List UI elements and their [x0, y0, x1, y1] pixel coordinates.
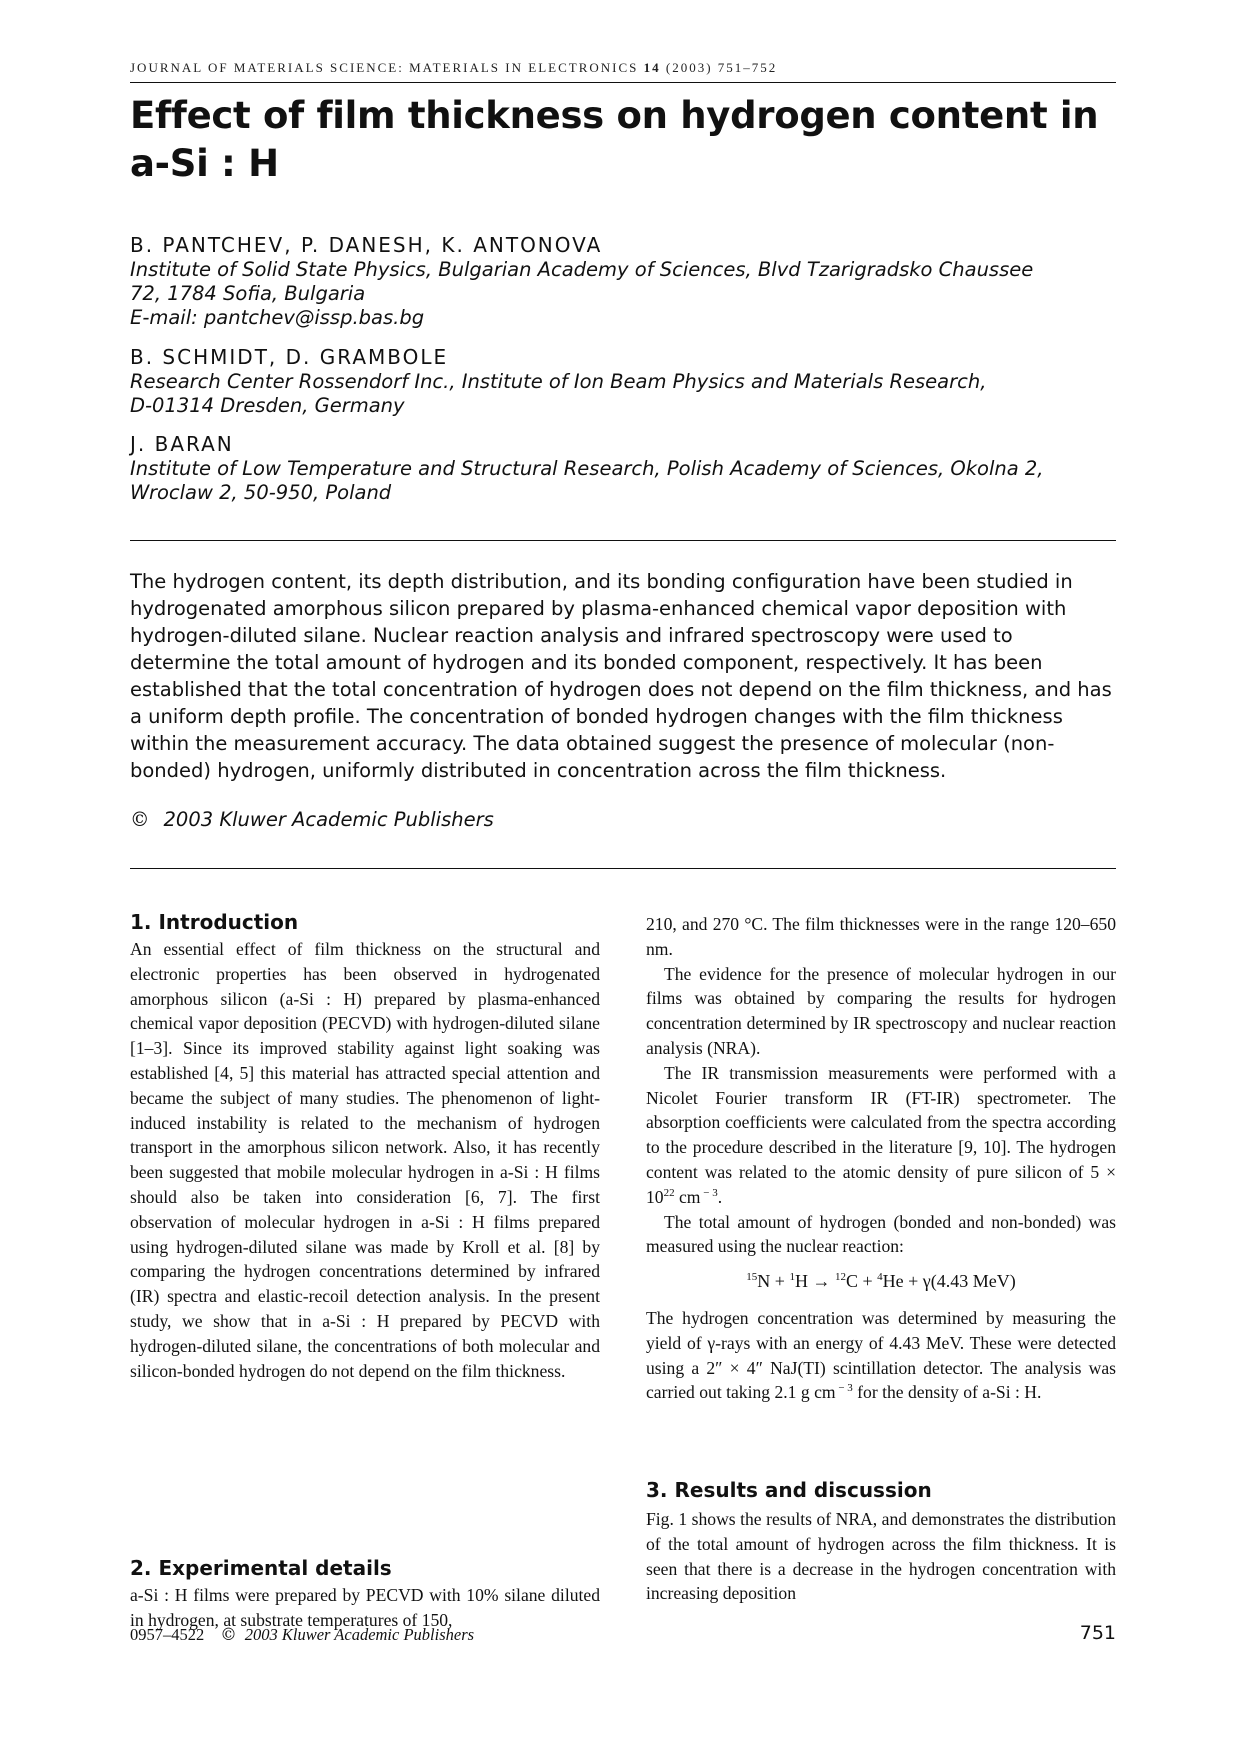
- header-rule: [130, 82, 1116, 83]
- paragraph: The IR transmission measurements were performed with a Nicolet Fourier transform IR (FT-IR) spectrometer. The absorption coefficients were calculated from the spectra according to the procedure described in the literature [9, 10]. The hydrogen content was related to the atomic density of pure silicon of $5 \times 10^{22}$ cm $^{- 3}$.: [646, 1062, 1116, 1207]
- affiliation-2: [130, 370, 1116, 418]
- paragraph: The hydrogen concentration was determined by measuring the yield of γ-rays with an energy of 4.43 MeV. These were detected using a 2″ × 4″ NaJ(TI) scintillation detector. The analysis was carried out taking 2.1 g cm $^{- 3}$ for the density of a-Si : H.: [646, 1307, 1116, 1403]
- affiliation-line: Institute of Low Temperature and Structural Research, Polish Academy of Sciences, Okolna 2,: [130, 457, 1044, 480]
- footer-left: [130, 1625, 474, 1645]
- copyright-text: 2003 Kluwer Academic Publishers: [163, 808, 494, 831]
- affiliation-3: [130, 457, 1116, 505]
- section-heading-experimental: 2. Experimental details: [130, 1556, 392, 1580]
- copyright-icon: ©: [220, 1625, 237, 1644]
- affiliation-line: D-01314 Dresden, Germany: [130, 394, 405, 417]
- journal-year-pages: (2003) 751–752: [665, 60, 778, 75]
- abstract-copyright: [130, 808, 494, 831]
- author-names-2: B. SCHMIDT, D. GRAMBOLE: [130, 345, 449, 369]
- paper-title: Effect of film thickness on hydrogen content in a-Si : H: [130, 94, 1099, 185]
- running-head: [130, 60, 1116, 76]
- author-names-3: J. BARAN: [130, 432, 234, 456]
- experimental-paragraph: a-Si : H films were prepared by PECVD with 10% silane diluted in hydrogen, at substrate temperatures of 150,: [130, 1585, 600, 1630]
- results-body: [646, 1507, 1116, 1606]
- affiliation-line: Institute of Solid State Physics, Bulgarian Academy of Sciences, Blvd Tzarigradsko Chaussee: [130, 258, 1034, 281]
- affiliation-line: 72, 1784 Sofia, Bulgaria: [130, 282, 366, 305]
- journal-name: JOURNAL OF MATERIALS SCIENCE: MATERIALS IN ELECTRONICS: [130, 60, 639, 75]
- paragraph: 210, and 270 °C. The film thicknesses were in the range 120–650 nm.: [646, 914, 1116, 959]
- footer-publisher: 2003 Kluwer Academic Publishers: [244, 1625, 475, 1644]
- affiliation-1: [130, 258, 1116, 330]
- nuclear-reaction-equation: $^{15}$N + $^1$H → $^{12}$C + $^4$He + γ(4.43 MeV): [746, 1271, 1016, 1292]
- copyright-icon: ©: [130, 808, 150, 831]
- page-number: 751: [1079, 1622, 1116, 1644]
- journal-volume: 14: [643, 60, 661, 75]
- paragraph: The evidence for the presence of molecular hydrogen in our films was obtained by comparing the results for hydrogen concentration determined by IR spectroscopy and nuclear reaction analysis (NRA).: [646, 963, 1116, 1058]
- author-names-1: B. PANTCHEV, P. DANESH, K. ANTONOVA: [130, 233, 603, 257]
- introduction-paragraph: An essential effect of film thickness on the structural and electronic properties has been observed in hydrogenated amorphous silicon (a-Si : H) prepared by plasma-enhanced chemical vapor deposition (PECVD) with hydrogen-diluted silane [1–3]. Since its improved stability against light soaking was established [4, 5] this material has attracted special attention and became the subject of many studies. The phenomenon of light-induced instability is related to the mechanism of hydrogen transport in the amorphous silicon network. Also, it has recently been suggested that mobile molecular hydrogen in a-Si : H films should also be taken into consideration [6, 7]. The first observation of molecular hydrogen in a-Si : H films prepared using hydrogen-diluted silane was made by Kroll et al. [8] by comparing the hydrogen concentrations determined by infrared (IR) spectra and elastic-recoil detection analysis. In the present study, we show that in a-Si : H prepared by PECVD with hydrogen-diluted silane, the concentrations of both molecular and silicon-bonded hydrogen do not depend on the film thickness.: [130, 939, 600, 1381]
- right-column-body: [646, 912, 1116, 1405]
- section-heading-results: 3. Results and discussion: [646, 1478, 932, 1502]
- abstract-bottom-rule: [130, 868, 1116, 869]
- abstract: The hydrogen content, its depth distribution, and its bonding configuration have been studied in hydrogenated amorphous silicon prepared by plasma-enhanced chemical vapor deposition with hydrogen-diluted silane. Nuclear reaction analysis and infrared spectroscopy were used to determine the total amount of hydrogen and its bonded component, respectively. It has been established that the total concentration of hydrogen does not depend on the film thickness, and has a uniform depth profile. The concentration of bonded hydrogen changes with the film thickness within the measurement accuracy. The data obtained suggest the presence of molecular (non-bonded) hydrogen, uniformly distributed in concentration across the film thickness.: [130, 570, 1112, 782]
- introduction-body: [130, 937, 600, 1383]
- issn: 0957–4522: [130, 1625, 205, 1644]
- abstract-top-rule: [130, 540, 1116, 541]
- affiliation-line: Research Center Rossendorf Inc., Institute of Ion Beam Physics and Materials Research,: [130, 370, 987, 393]
- section-heading-introduction: 1. Introduction: [130, 910, 299, 934]
- paragraph: The total amount of hydrogen (bonded and non-bonded) was measured using the nuclear reaction:: [646, 1211, 1116, 1257]
- author-email: E-mail: pantchev@issp.bas.bg: [130, 306, 425, 329]
- results-paragraph: Fig. 1 shows the results of NRA, and demonstrates the distribution of the total amount of hydrogen across the film thickness. It is seen that there is a decrease in the hydrogen concentration with increasing deposition: [646, 1509, 1116, 1604]
- affiliation-line: Wroclaw 2, 50-950, Poland: [130, 481, 392, 504]
